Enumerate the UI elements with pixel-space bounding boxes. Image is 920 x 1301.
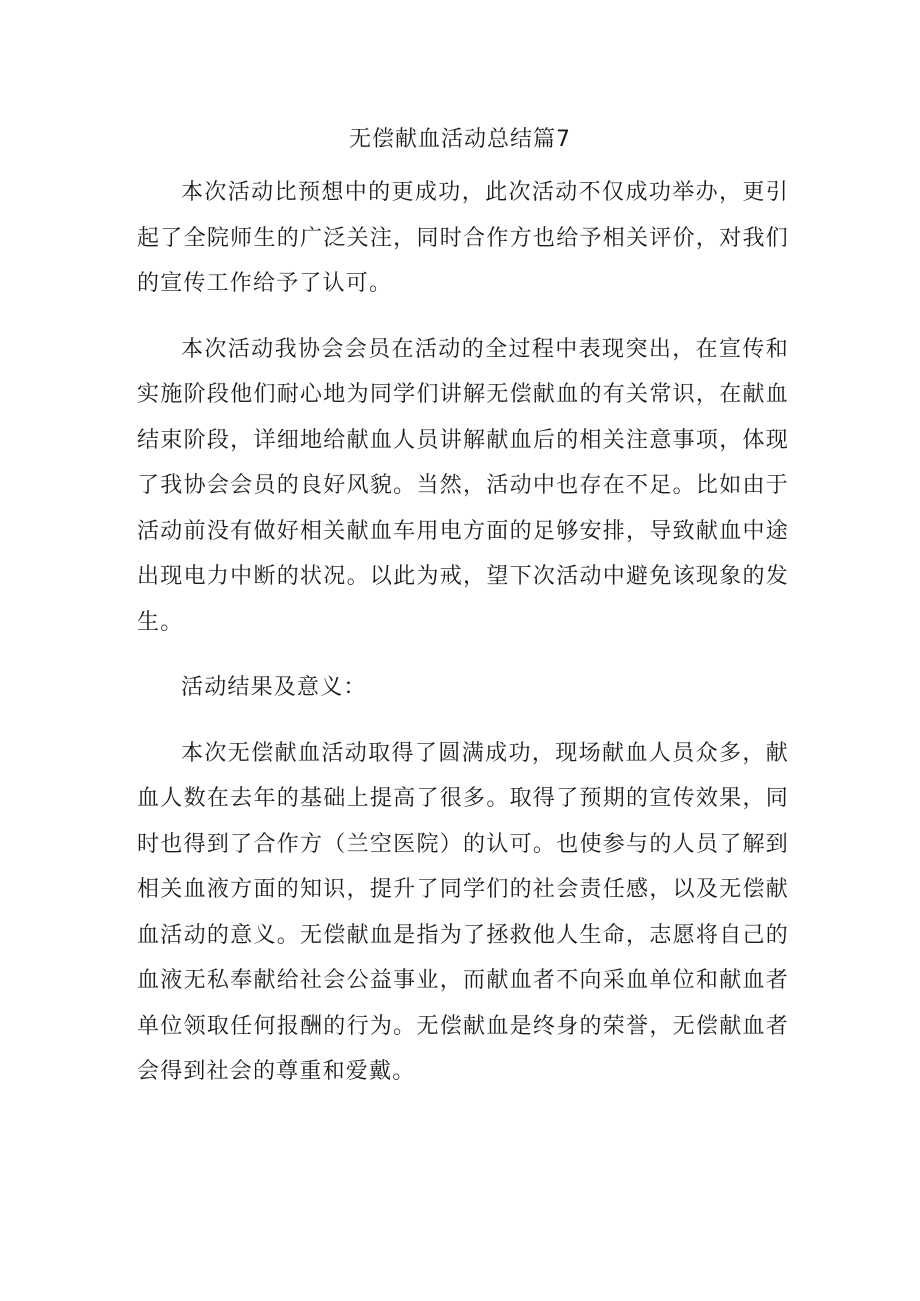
paragraph-results-significance: 本次无偿献血活动取得了圆满成功，现场献血人员众多，献血人数在去年的基础上提高了很多。取得了预期的宣传效果，同时也得到了合作方（兰空医院）的认可。也使参与的人员了解到相关血液方面的知识，提升了同学们的社会责任感，以及无偿献血活动的意义。无偿献血是指为了拯救他人生命，志愿将自己的血液无私奉献给社会公益事业，而献血者不向采血单位和献血者单位领取任何报酬的行为。无偿献血是终身的荣誉，无偿献血者会得到社会的尊重和爱戴。 [137,740,789,1084]
section-heading-results: 活动结果及意义： [181,675,367,700]
paragraph-activity-success: 本次活动比预想中的更成功，此次活动不仅成功举办，更引起了全院师生的广泛关注，同时合作方也给予相关评价，对我们的宣传工作给予了认可。 [137,180,789,296]
document-body [137,170,789,1115]
paragraph-member-performance: 本次活动我协会会员在活动的全过程中表现突出，在宣传和实施阶段他们耐心地为同学们讲解无偿献血的有关常识，在献血结束阶段，详细地给献血人员讲解献血后的相关注意事项，体现了我协会会员的良好风貌。当然，活动中也存在不足。比如由于活动前没有做好相关献血车用电方面的足够安排，导致献血中途出现电力中断的状况。以此为戒，望下次活动中避免该现象的发生。 [137,336,789,635]
document-title: 无偿献血活动总结篇7 [349,127,571,152]
